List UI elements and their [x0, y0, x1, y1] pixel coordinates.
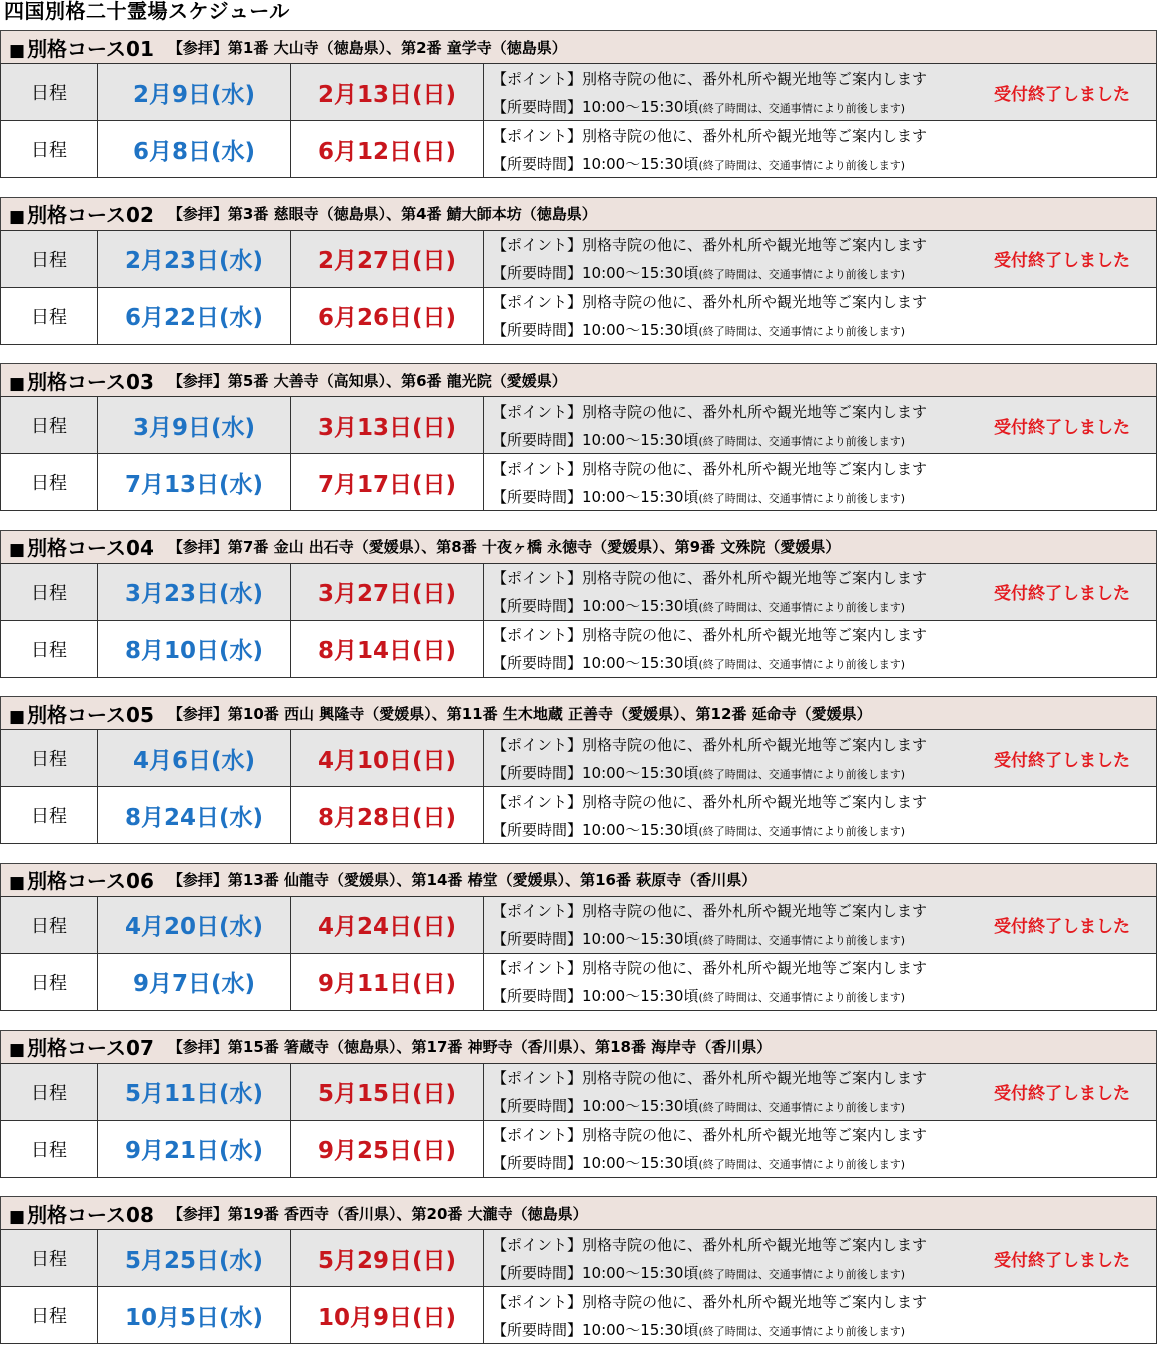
- time-text: 【所要時間】10:00～15:30頃(終了時間は、交通事情により前後します): [492, 1097, 906, 1116]
- course-name-text: 別格コース05: [27, 702, 154, 727]
- start-date: [98, 1120, 291, 1177]
- course-name: [9, 865, 154, 894]
- point-text: 【ポイント】別格寺院の他に、番外札所や観光地等ご案内します: [492, 69, 928, 88]
- end-date-text: 9月11日(日): [317, 971, 457, 998]
- end-date: [291, 730, 484, 787]
- time-note: (終了時間は、交通事情により前後します): [698, 767, 906, 781]
- time-note: (終了時間は、交通事情により前後します): [698, 1324, 906, 1338]
- time-text: 【所要時間】10:00～15:30頃(終了時間は、交通事情により前後します): [492, 987, 906, 1006]
- start-date-text: 9月21日(水): [124, 1138, 264, 1165]
- square-bullet-icon: ■: [9, 706, 26, 727]
- start-date: [98, 896, 291, 953]
- end-date-text: 2月13日(日): [317, 81, 457, 108]
- row-label: [1, 896, 98, 953]
- end-date-text: 5月15日(日): [317, 1081, 457, 1108]
- end-date: [291, 1063, 484, 1120]
- start-date: [98, 787, 291, 844]
- point-text: 【ポイント】別格寺院の他に、番外札所や観光地等ご案内します: [492, 402, 928, 421]
- time-text: 【所要時間】10:00～15:30頃(終了時間は、交通事情により前後します): [492, 154, 906, 173]
- course-temples: 【参拝】第7番 金山 出石寺（愛媛県）、第8番 十夜ヶ橋 永徳寺（愛媛県）、第9番 文殊院（愛媛県）: [167, 538, 841, 557]
- row-label-text: 日程: [31, 473, 67, 495]
- end-date: [291, 1230, 484, 1287]
- end-date: [291, 620, 484, 677]
- schedule-table: [0, 396, 1157, 511]
- schedule-row: [1, 287, 1157, 344]
- time-note: (終了時間は、交通事情により前後します): [698, 658, 906, 672]
- time-note: (終了時間は、交通事情により前後します): [698, 1267, 906, 1281]
- tour-info: [484, 230, 1157, 287]
- row-label: [1, 1230, 98, 1287]
- row-label-text: 日程: [31, 972, 67, 994]
- course-temples: 【参拝】第3番 慈眼寺（徳島県）、第4番 鯖大師本坊（徳島県）: [167, 205, 597, 224]
- course-name: [9, 199, 154, 228]
- course-name-text: 別格コース06: [27, 869, 154, 894]
- schedule-row: [1, 730, 1157, 787]
- point-text: 【ポイント】別格寺院の他に、番外札所や観光地等ご案内します: [492, 959, 928, 978]
- row-label-text: 日程: [31, 915, 67, 937]
- schedule-row: [1, 1063, 1157, 1120]
- row-label-text: 日程: [31, 1306, 67, 1328]
- row-label: [1, 287, 98, 344]
- row-label: [1, 563, 98, 620]
- row-label-text: 日程: [31, 749, 67, 771]
- row-label-text: 日程: [31, 83, 67, 104]
- square-bullet-icon: ■: [9, 207, 26, 228]
- registration-closed-badge: 受付終了しました: [994, 1250, 1130, 1271]
- end-date-text: 4月10日(日): [317, 747, 457, 774]
- schedule-row: [1, 620, 1157, 677]
- row-label: [1, 953, 98, 1010]
- registration-closed-badge: 受付終了しました: [994, 417, 1130, 438]
- start-date-text: 2月9日(水): [132, 81, 256, 108]
- row-label-text: 日程: [31, 1082, 67, 1104]
- end-date-text: 3月13日(日): [317, 414, 457, 441]
- course-name-text: 別格コース02: [27, 203, 154, 228]
- time-note: (終了時間は、交通事情により前後します): [698, 601, 906, 615]
- tour-info: [484, 64, 1157, 121]
- start-date-text: 5月11日(水): [124, 1081, 264, 1108]
- course-block: [0, 30, 1157, 184]
- start-date: [98, 454, 291, 511]
- schedule-row: [1, 953, 1157, 1010]
- tour-info: [484, 1287, 1157, 1344]
- row-label-text: 日程: [31, 306, 67, 328]
- end-date: [291, 563, 484, 620]
- start-date-text: 4月6日(水): [132, 747, 256, 774]
- schedule-table: [0, 896, 1157, 1011]
- start-date-text: 10月5日(水): [124, 1304, 264, 1331]
- time-note: (終了時間は、交通事情により前後します): [698, 824, 906, 838]
- row-label: [1, 787, 98, 844]
- row-label-text: 日程: [31, 140, 67, 161]
- end-date: [291, 1120, 484, 1177]
- time-note: (終了時間は、交通事情により前後します): [698, 991, 906, 1005]
- schedule-row: [1, 1120, 1157, 1177]
- course-block: [0, 696, 1157, 850]
- schedule-row: [1, 896, 1157, 953]
- row-label: [1, 121, 98, 178]
- time-text: 【所要時間】10:00～15:30頃(終了時間は、交通事情により前後します): [492, 1320, 906, 1339]
- end-date: [291, 1287, 484, 1344]
- point-text: 【ポイント】別格寺院の他に、番外札所や観光地等ご案内します: [492, 236, 928, 255]
- tour-info: [484, 287, 1157, 344]
- tour-info: [484, 1230, 1157, 1287]
- start-date: [98, 1230, 291, 1287]
- row-label-text: 日程: [31, 249, 67, 271]
- start-date: [98, 563, 291, 620]
- tour-info: [484, 787, 1157, 844]
- row-label-text: 日程: [31, 1249, 67, 1271]
- course-block: [0, 863, 1157, 1017]
- square-bullet-icon: ■: [9, 373, 26, 394]
- end-date-text: 9月25日(日): [317, 1138, 457, 1165]
- time-text: 【所要時間】10:00～15:30頃(終了時間は、交通事情により前後します): [492, 654, 906, 673]
- tour-info: [484, 121, 1157, 178]
- tour-info: [484, 620, 1157, 677]
- course-header: [0, 197, 1157, 230]
- start-date-text: 7月13日(水): [124, 471, 264, 498]
- course-name-text: 別格コース04: [27, 536, 154, 561]
- end-date-text: 5月29日(日): [317, 1247, 457, 1274]
- schedule-table: [0, 1229, 1157, 1344]
- start-date: [98, 64, 291, 121]
- start-date: [98, 397, 291, 454]
- start-date: [98, 1287, 291, 1344]
- square-bullet-icon: ■: [9, 1206, 26, 1227]
- course-name-text: 別格コース07: [27, 1036, 154, 1061]
- time-note: (終了時間は、交通事情により前後します): [698, 1101, 906, 1115]
- tour-info: [484, 1063, 1157, 1120]
- time-text: 【所要時間】10:00～15:30頃(終了時間は、交通事情により前後します): [492, 97, 906, 116]
- course-temples: 【参拝】第5番 大善寺（高知県）、第6番 龍光院（愛媛県）: [167, 371, 567, 390]
- course-header: [0, 696, 1157, 729]
- time-text: 【所要時間】10:00～15:30頃(終了時間は、交通事情により前後します): [492, 763, 906, 782]
- time-text: 【所要時間】10:00～15:30頃(終了時間は、交通事情により前後します): [492, 487, 906, 506]
- end-date: [291, 121, 484, 178]
- square-bullet-icon: ■: [9, 1040, 26, 1061]
- point-text: 【ポイント】別格寺院の他に、番外札所や観光地等ご案内します: [492, 792, 928, 811]
- page-title: 四国別格二十霊場スケジュール: [4, 0, 290, 23]
- schedule-table: [0, 1063, 1157, 1178]
- start-date: [98, 287, 291, 344]
- course-name: [9, 1032, 154, 1061]
- row-label: [1, 1063, 98, 1120]
- end-date-text: 2月27日(日): [317, 248, 457, 275]
- end-date: [291, 896, 484, 953]
- point-text: 【ポイント】別格寺院の他に、番外札所や観光地等ご案内します: [492, 735, 928, 754]
- point-text: 【ポイント】別格寺院の他に、番外札所や観光地等ご案内します: [492, 1235, 928, 1254]
- row-label: [1, 397, 98, 454]
- square-bullet-icon: ■: [9, 873, 26, 894]
- schedule-table: [0, 729, 1157, 844]
- end-date-text: 8月14日(日): [317, 638, 457, 665]
- end-date: [291, 397, 484, 454]
- course-header: [0, 1030, 1157, 1063]
- course-name: [9, 366, 154, 395]
- course-header: [0, 363, 1157, 396]
- tour-info: [484, 1120, 1157, 1177]
- start-date-text: 5月25日(水): [124, 1247, 264, 1274]
- tour-info: [484, 563, 1157, 620]
- schedule-table: [0, 230, 1157, 345]
- tour-info: [484, 953, 1157, 1010]
- time-note: (終了時間は、交通事情により前後します): [698, 934, 906, 948]
- end-date-text: 6月26日(日): [317, 305, 457, 332]
- course-name: [9, 532, 154, 561]
- start-date: [98, 1063, 291, 1120]
- end-date-text: 3月27日(日): [317, 581, 457, 608]
- schedule-row: [1, 1287, 1157, 1344]
- row-label: [1, 620, 98, 677]
- start-date: [98, 953, 291, 1010]
- row-label: [1, 1287, 98, 1344]
- tour-info: [484, 454, 1157, 511]
- course-name: [9, 33, 154, 62]
- registration-closed-badge: 受付終了しました: [994, 1084, 1130, 1105]
- start-date-text: 2月23日(水): [124, 248, 264, 275]
- course-header: [0, 30, 1157, 63]
- end-date-text: 7月17日(日): [317, 471, 457, 498]
- point-text: 【ポイント】別格寺院の他に、番外札所や観光地等ご案内します: [492, 1069, 928, 1088]
- time-note: (終了時間は、交通事情により前後します): [698, 268, 906, 282]
- point-text: 【ポイント】別格寺院の他に、番外札所や観光地等ご案内します: [492, 902, 928, 921]
- course-temples: 【参拝】第15番 箸蔵寺（徳島県）、第17番 神野寺（香川県）、第18番 海岸寺（香川県）: [167, 1038, 772, 1057]
- time-text: 【所要時間】10:00～15:30頃(終了時間は、交通事情により前後します): [492, 930, 906, 949]
- point-text: 【ポイント】別格寺院の他に、番外札所や観光地等ご案内します: [492, 626, 928, 645]
- schedule-row: [1, 230, 1157, 287]
- registration-closed-badge: 受付終了しました: [994, 750, 1130, 771]
- registration-closed-badge: 受付終了しました: [994, 84, 1130, 105]
- schedule-row: [1, 397, 1157, 454]
- start-date-text: 8月10日(水): [124, 638, 264, 665]
- course-block: [0, 530, 1157, 684]
- course-temples: 【参拝】第19番 香西寺（香川県）、第20番 大瀧寺（徳島県）: [167, 1204, 588, 1223]
- registration-closed-badge: 受付終了しました: [994, 584, 1130, 605]
- end-date: [291, 454, 484, 511]
- time-text: 【所要時間】10:00～15:30頃(終了時間は、交通事情により前後します): [492, 820, 906, 839]
- time-text: 【所要時間】10:00～15:30頃(終了時間は、交通事情により前後します): [492, 597, 906, 616]
- time-text: 【所要時間】10:00～15:30頃(終了時間は、交通事情により前後します): [492, 430, 906, 449]
- course-name: [9, 699, 154, 728]
- course-block: [0, 1030, 1157, 1184]
- end-date: [291, 230, 484, 287]
- point-text: 【ポイント】別格寺院の他に、番外札所や観光地等ご案内します: [492, 569, 928, 588]
- tour-info: [484, 397, 1157, 454]
- start-date: [98, 230, 291, 287]
- schedule-row: [1, 454, 1157, 511]
- end-date-text: 6月12日(日): [317, 138, 457, 165]
- course-header: [0, 1196, 1157, 1229]
- course-header: [0, 530, 1157, 563]
- time-note: (終了時間は、交通事情により前後します): [698, 1158, 906, 1172]
- row-label-text: 日程: [31, 806, 67, 828]
- end-date: [291, 64, 484, 121]
- point-text: 【ポイント】別格寺院の他に、番外札所や観光地等ご案内します: [492, 1126, 928, 1145]
- start-date-text: 9月7日(水): [132, 971, 256, 998]
- time-text: 【所要時間】10:00～15:30頃(終了時間は、交通事情により前後します): [492, 321, 906, 340]
- end-date-text: 8月28日(日): [317, 804, 457, 831]
- end-date: [291, 953, 484, 1010]
- time-note: (終了時間は、交通事情により前後します): [698, 491, 906, 505]
- registration-closed-badge: 受付終了しました: [994, 917, 1130, 938]
- start-date: [98, 730, 291, 787]
- time-note: (終了時間は、交通事情により前後します): [698, 325, 906, 339]
- end-date: [291, 287, 484, 344]
- time-note: (終了時間は、交通事情により前後します): [698, 158, 906, 172]
- course-block: [0, 1196, 1157, 1350]
- course-name-text: 別格コース08: [27, 1202, 154, 1227]
- tour-info: [484, 730, 1157, 787]
- course-temples: 【参拝】第10番 西山 興隆寺（愛媛県）、第11番 生木地蔵 正善寺（愛媛県）、第12番 延命寺（愛媛県）: [167, 704, 872, 723]
- point-text: 【ポイント】別格寺院の他に、番外札所や観光地等ご案内します: [492, 293, 928, 312]
- course-block: [0, 363, 1157, 517]
- course-name-text: 別格コース01: [27, 36, 154, 61]
- time-note: (終了時間は、交通事情により前後します): [698, 101, 906, 115]
- schedule-row: [1, 121, 1157, 178]
- end-date-text: 4月24日(日): [317, 914, 457, 941]
- end-date: [291, 787, 484, 844]
- course-temples: 【参拝】第1番 大山寺（徳島県）、第2番 童学寺（徳島県）: [167, 38, 567, 57]
- square-bullet-icon: ■: [9, 40, 26, 61]
- schedule-row: [1, 1230, 1157, 1287]
- square-bullet-icon: ■: [9, 540, 26, 561]
- start-date: [98, 121, 291, 178]
- row-label: [1, 730, 98, 787]
- row-label-text: 日程: [31, 1139, 67, 1161]
- schedule-row: [1, 787, 1157, 844]
- start-date-text: 3月23日(水): [124, 581, 264, 608]
- schedule-table: [0, 563, 1157, 678]
- start-date: [98, 620, 291, 677]
- schedule-row: [1, 64, 1157, 121]
- point-text: 【ポイント】別格寺院の他に、番外札所や観光地等ご案内します: [492, 1292, 928, 1311]
- start-date-text: 6月22日(水): [124, 305, 264, 332]
- tour-info: [484, 896, 1157, 953]
- start-date-text: 4月20日(水): [124, 914, 264, 941]
- registration-closed-badge: 受付終了しました: [994, 251, 1130, 272]
- row-label: [1, 230, 98, 287]
- course-block: [0, 197, 1157, 351]
- end-date-text: 10月9日(日): [317, 1304, 457, 1331]
- time-text: 【所要時間】10:00～15:30頃(終了時間は、交通事情により前後します): [492, 1154, 906, 1173]
- row-label-text: 日程: [31, 416, 67, 438]
- start-date-text: 8月24日(水): [124, 804, 264, 831]
- start-date-text: 3月9日(水): [132, 414, 256, 441]
- course-list: [0, 30, 1157, 1363]
- course-temples: 【参拝】第13番 仙龍寺（愛媛県）、第14番 椿堂（愛媛県）、第16番 萩原寺（香川県）: [167, 871, 757, 890]
- start-date-text: 6月8日(水): [132, 138, 256, 165]
- point-text: 【ポイント】別格寺院の他に、番外札所や観光地等ご案内します: [492, 126, 928, 145]
- point-text: 【ポイント】別格寺院の他に、番外札所や観光地等ご案内します: [492, 459, 928, 478]
- schedule-row: [1, 563, 1157, 620]
- row-label: [1, 64, 98, 121]
- time-text: 【所要時間】10:00～15:30頃(終了時間は、交通事情により前後します): [492, 264, 906, 283]
- row-label-text: 日程: [31, 639, 67, 661]
- course-name: [9, 1199, 154, 1228]
- row-label-text: 日程: [31, 582, 67, 604]
- time-text: 【所要時間】10:00～15:30頃(終了時間は、交通事情により前後します): [492, 1263, 906, 1282]
- schedule-table: [0, 63, 1157, 178]
- course-name-text: 別格コース03: [27, 369, 154, 394]
- time-note: (終了時間は、交通事情により前後します): [698, 434, 906, 448]
- row-label: [1, 1120, 98, 1177]
- course-header: [0, 863, 1157, 896]
- row-label: [1, 454, 98, 511]
